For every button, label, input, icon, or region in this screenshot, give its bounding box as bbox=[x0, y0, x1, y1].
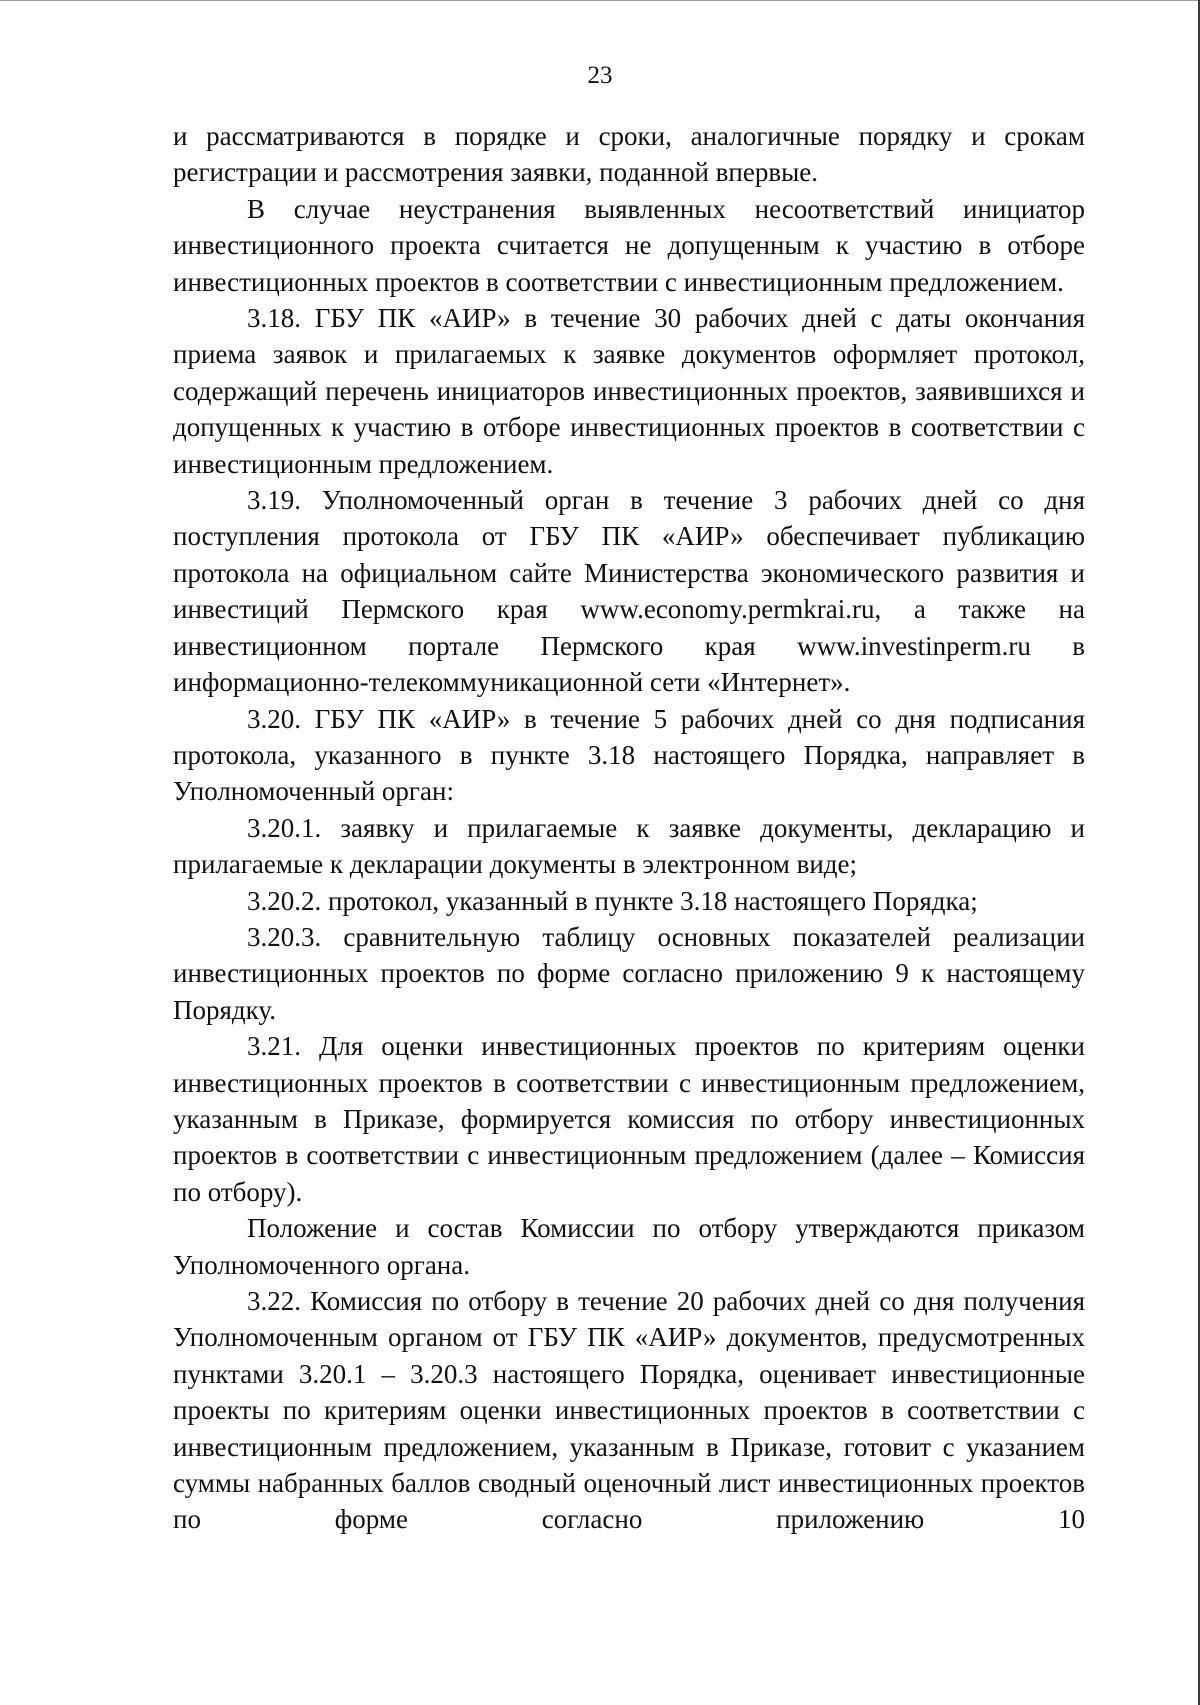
paragraph-continuation: и рассматриваются в порядке и сроки, аналогичные порядку и срокам регистрации и рассмотрения заявки, поданной впервые. bbox=[173, 121, 1085, 188]
document-body bbox=[173, 118, 1085, 1538]
paragraph-3-20-2: 3.20.2. протокол, указанный в пункте 3.18 настоящего Порядка; bbox=[247, 885, 978, 916]
paragraph-3-22: 3.22. Комиссия по отбору в течение 20 рабочих дней со дня получения Уполномоченным органом от ГБУ ПК «АИР» документов, предусмотренных пунктами 3.20.1 – 3.20.3 настоящего Порядка, оценивает инвестиционные проекты по критериям оценки инвестиционных проектов в соответствии с инвестиционным предложением, указанным в Приказе, готовит с указанием суммы набранных баллов сводный оценочный лист инвестиционных проектов по форме согласно приложению 10 bbox=[173, 1286, 1085, 1535]
paragraph-commission-regulation: Положение и состав Комиссии по отбору утверждаются приказом Уполномоченного органа. bbox=[173, 1213, 1085, 1280]
paragraph-3-20-1: 3.20.1. заявку и прилагаемые к заявке документы, декларацию и прилагаемые к декларации документы в электронном виде; bbox=[173, 812, 1085, 880]
paragraph-3-19: 3.19. Уполномоченный орган в течение 3 рабочих дней со дня поступления протокола от ГБУ ПК «АИР» обеспечивает публикацию протокола на официальном сайте Министерства экономического развития и инвестиций Пермского края www.economy.permkrai.ru, а также на инвестиционном портале Пермского края www.investinperm.ru в информационно-телекоммуникационной сети «Интернет». bbox=[173, 485, 1085, 698]
paragraph-3-18: 3.18. ГБУ ПК «АИР» в течение 30 рабочих дней с даты окончания приема заявок и прилагаемых к заявке документов оформляет протокол, содержащий перечень инициаторов инвестиционных проектов, заявившихся и допущенных к участию в отборе инвестиционных проектов в соответствии с инвестиционным предложением. bbox=[173, 303, 1085, 479]
page-number: 23 bbox=[587, 62, 613, 89]
paragraph-3-21: 3.21. Для оценки инвестиционных проектов по критериям оценки инвестиционных проектов в соответствии с инвестиционным предложением, указанным в Приказе, формируется комиссия по отбору инвестиционных проектов в соответствии с инвестиционным предложением (далее – Комиссия по отбору). bbox=[173, 1031, 1085, 1207]
scan-edge-top bbox=[0, 0, 1200, 1]
paragraph-3-20: 3.20. ГБУ ПК «АИР» в течение 5 рабочих дней со дня подписания протокола, указанного в пункте 3.18 настоящего Порядка, направляет в Уполномоченный орган: bbox=[173, 703, 1085, 807]
paragraph-3-20-3: 3.20.3. сравнительную таблицу основных показателей реализации инвестиционных проектов по форме согласно приложению 9 к настоящему Порядку. bbox=[173, 921, 1085, 1025]
paragraph-nonremedy: В случае неустранения выявленных несоответствий инициатор инвестиционного проекта считается не допущенным к участию в отборе инвестиционных проектов в соответствии с инвестиционным предложением. bbox=[173, 193, 1085, 297]
